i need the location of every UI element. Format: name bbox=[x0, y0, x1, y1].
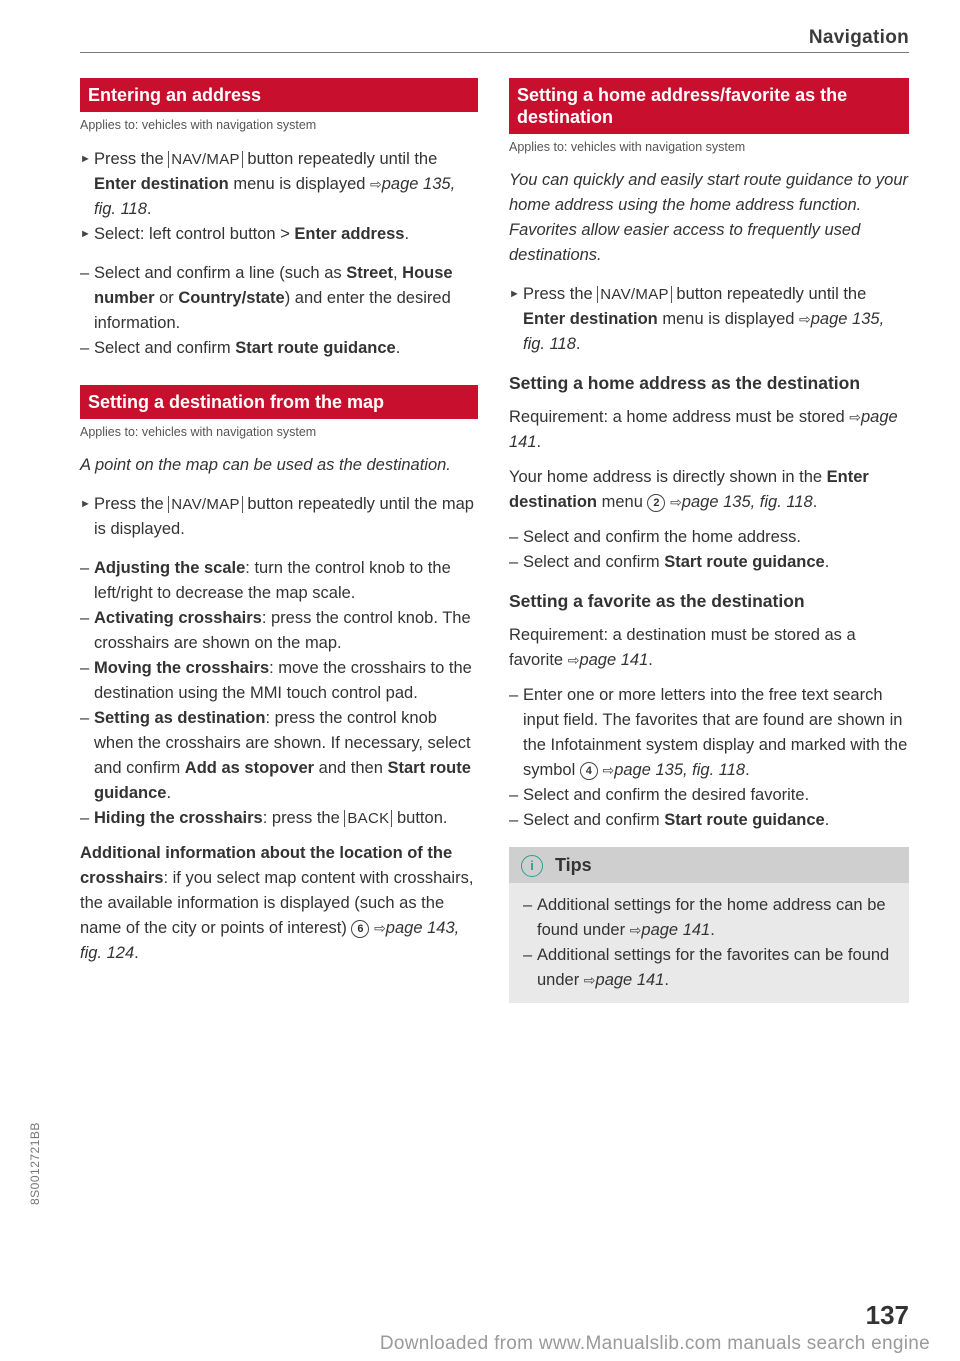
page-reference[interactable]: ⇨page 141 bbox=[567, 651, 649, 669]
callout-number: 2 bbox=[647, 494, 665, 512]
page-reference[interactable]: ⇨page 135, fig. 118 bbox=[670, 493, 813, 511]
dash-item: – Activating crosshairs: press the control knob. The crosshairs are shown on the map. bbox=[80, 609, 471, 652]
dash-item: – Select and confirm the desired favorite. bbox=[509, 786, 810, 804]
arrow-icon: ⇨ bbox=[629, 922, 642, 938]
bullet-arrow-icon: ► bbox=[80, 228, 91, 240]
dash-item: – Additional settings for the home address can be found under ⇨page 141. bbox=[523, 896, 886, 939]
section-title-entering-address: Entering an address bbox=[80, 78, 478, 112]
step-item: ► Press the NAV/MAP button repeatedly until the map is displayed. bbox=[80, 492, 478, 542]
requirement: Requirement: a home address must be stored ⇨page 141. bbox=[509, 408, 898, 451]
callout-number: 6 bbox=[351, 920, 369, 938]
applies-note: Applies to: vehicles with navigation system bbox=[509, 140, 746, 154]
tips-body bbox=[509, 883, 909, 1003]
section-title-home-favorite: Setting a home address/favorite as the destination bbox=[509, 78, 909, 134]
dash-item: – Select and confirm Start route guidance. bbox=[509, 811, 830, 829]
section-intro: A point on the map can be used as the destination. bbox=[80, 456, 451, 474]
dash-item: – Adjusting the scale: turn the control knob to the left/right to decrease the map scale. bbox=[80, 559, 451, 602]
page-reference[interactable]: ⇨page 141 bbox=[509, 408, 898, 451]
additional-info: Additional information about the location of the crosshairs: if you select map content with crosshairs, the available information is displayed (such as the name of the city or points of interest) 6 ⇨page 143, fig. 124. bbox=[80, 844, 474, 962]
info-icon: i bbox=[521, 855, 543, 877]
applies-note: Applies to: vehicles with navigation system bbox=[80, 118, 317, 132]
bullet-arrow-icon: ► bbox=[80, 498, 91, 510]
dash-item: – Hiding the crosshairs: press the BACK button. bbox=[80, 809, 448, 827]
arrow-icon: ⇨ bbox=[374, 920, 386, 936]
right-column bbox=[509, 78, 909, 1003]
nav-map-key: NAV/MAP bbox=[597, 286, 672, 303]
arrow-icon: ⇨ bbox=[799, 311, 811, 327]
callout-number: 4 bbox=[580, 762, 598, 780]
dash-item: – Select and confirm Start route guidance. bbox=[509, 553, 830, 571]
left-column bbox=[80, 78, 478, 966]
bullet-arrow-icon: ► bbox=[509, 288, 520, 300]
page-reference[interactable]: ⇨page 141 bbox=[629, 921, 711, 939]
page-reference[interactable]: ⇨page 141 bbox=[583, 971, 665, 989]
dash-item: – Select and confirm Start route guidance. bbox=[80, 339, 401, 357]
back-key: BACK bbox=[344, 810, 392, 827]
paragraph: Your home address is directly shown in the Enter destination menu 2 ⇨page 135, fig. 118. bbox=[509, 468, 869, 511]
arrow-icon: ⇨ bbox=[583, 972, 596, 988]
arrow-icon: ⇨ bbox=[670, 494, 682, 510]
watermark: Downloaded from www.Manualslib.com manuals search engine bbox=[379, 1333, 930, 1354]
section-title-destination-from-map: Setting a destination from the map bbox=[80, 385, 478, 419]
page-reference[interactable]: ⇨page 143, fig. 124 bbox=[80, 919, 460, 962]
page-reference[interactable]: ⇨page 135, fig. 118 bbox=[94, 175, 456, 218]
header-rule bbox=[80, 52, 909, 53]
step-item: ► Press the NAV/MAP button repeatedly until the Enter destination menu is displayed ⇨page 135, fig. 118. bbox=[509, 282, 909, 357]
nav-map-key: NAV/MAP bbox=[168, 496, 243, 513]
page-number: 137 bbox=[865, 1300, 909, 1330]
applies-note: Applies to: vehicles with navigation system bbox=[80, 425, 317, 439]
subheading-home-address: Setting a home address as the destination bbox=[509, 373, 861, 393]
dash-item: – Select and confirm the home address. bbox=[509, 528, 801, 546]
step-item: ► Press the NAV/MAP button repeatedly until the Enter destination menu is displayed ⇨page 135, fig. 118. bbox=[80, 147, 478, 222]
tips-header bbox=[509, 847, 909, 883]
dash-item: – Setting as destination: press the control knob when the crosshairs are shown. If necessary, select and confirm Add as stopover and then Start route guidance. bbox=[80, 709, 471, 802]
dash-item: – Select and confirm a line (such as Street, House number or Country/state) and enter the desired information. bbox=[80, 264, 453, 332]
dash-item: – Moving the crosshairs: move the crosshairs to the destination using the MMI touch control pad. bbox=[80, 659, 472, 702]
page-reference[interactable]: ⇨page 135, fig. 118 bbox=[523, 310, 885, 353]
tips-box bbox=[509, 847, 909, 1003]
page-reference[interactable]: ⇨page 135, fig. 118 bbox=[602, 761, 746, 779]
arrow-icon: ⇨ bbox=[370, 176, 382, 192]
document-code: 8S0012721BB bbox=[28, 1122, 42, 1205]
dash-item: – Enter one or more letters into the free text search input field. The favorites that are found are shown in the Infotainment system display and marked with the symbol 4 ⇨page 135, fig. 118. bbox=[509, 686, 908, 779]
subheading-favorite: Setting a favorite as the destination bbox=[509, 591, 805, 611]
nav-map-key: NAV/MAP bbox=[168, 151, 243, 168]
step-item: ► Select: left control button > Enter address. bbox=[80, 222, 478, 247]
arrow-icon: ⇨ bbox=[602, 762, 615, 778]
chapter-title: Navigation bbox=[808, 27, 909, 48]
arrow-icon: ⇨ bbox=[567, 652, 580, 668]
section-intro: You can quickly and easily start route guidance to your home address using the home address function. Favorites allow easier access to frequently used destinations. bbox=[509, 171, 908, 264]
requirement: Requirement: a destination must be stored as a favorite ⇨page 141. bbox=[509, 626, 856, 669]
tips-title: Tips bbox=[555, 855, 592, 875]
dash-item: – Additional settings for the favorites can be found under ⇨page 141. bbox=[523, 946, 890, 989]
arrow-icon: ⇨ bbox=[849, 409, 861, 425]
bullet-arrow-icon: ► bbox=[80, 153, 91, 165]
